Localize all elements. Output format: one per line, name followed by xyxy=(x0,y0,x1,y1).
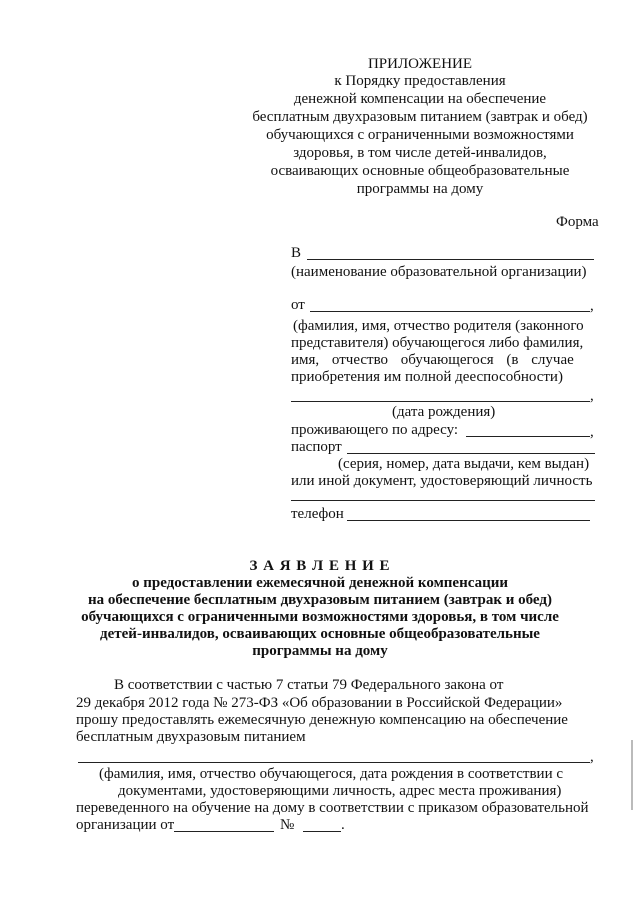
organization-caption: (наименование образовательной организации) xyxy=(291,264,587,280)
transfer-line: переведенного на обучение на дому в соответствии с приказом образовательной xyxy=(76,800,589,816)
body-line: 29 декабря 2012 года № 273-ФЗ «Об образовании в Российской Федерации» xyxy=(76,695,563,711)
organization-name-field[interactable] xyxy=(307,259,594,260)
comma: , xyxy=(590,298,594,314)
appendix-line: денежной компенсации на обеспечение xyxy=(293,91,547,107)
comma: , xyxy=(590,749,594,765)
appendix-line: бесплатным двухразовым питанием (завтрак и обед) xyxy=(252,109,588,125)
appendix-line: осваивающих основные общеобразовательные xyxy=(270,163,570,179)
statement-subtitle-line: программы на дому xyxy=(252,643,388,659)
statement-subtitle-line: обучающихся с ограниченными возможностями здоровья, в том числе xyxy=(81,609,559,625)
other-document-field[interactable] xyxy=(291,500,595,501)
other-document-label: или иной документ, удостоверяющий личность xyxy=(291,473,593,489)
phone-field[interactable] xyxy=(347,520,590,521)
statement-title: З А Я В Л Е Н И Е xyxy=(249,558,391,574)
student-caption: (фамилия, имя, отчество обучающегося, дата рождения в соответствии с xyxy=(99,766,564,782)
student-caption: документами, удостоверяющими личность, адрес места проживания) xyxy=(118,783,562,799)
from-prefix: от xyxy=(291,297,305,313)
birth-date-field[interactable] xyxy=(291,401,590,402)
address-field[interactable] xyxy=(466,436,590,437)
applicant-caption: представителя) обучающегося либо фамилия, xyxy=(291,335,584,351)
passport-label: паспорт xyxy=(291,439,342,455)
applicant-caption: имя, отчество обучающегося (в случае xyxy=(291,352,574,368)
passport-field[interactable] xyxy=(347,453,595,454)
order-end: . xyxy=(341,817,345,833)
order-number-sign: № xyxy=(280,817,295,833)
birth-date-caption: (дата рождения) xyxy=(392,404,496,420)
comma: , xyxy=(590,424,594,440)
order-prefix: организации от xyxy=(76,817,175,833)
applicant-name-field[interactable] xyxy=(310,311,590,312)
order-number-field[interactable] xyxy=(303,831,341,832)
form-label: Форма xyxy=(556,214,599,230)
appendix-line: программы на дому xyxy=(356,181,484,197)
passport-caption: (серия, номер, дата выдачи, кем выдан) xyxy=(338,456,590,472)
order-date-field[interactable] xyxy=(174,831,274,832)
appendix-line: здоровья, в том числе детей-инвалидов, xyxy=(293,145,547,161)
address-label: проживающего по адресу: xyxy=(291,422,459,438)
applicant-caption: (фамилия, имя, отчество родителя (законного xyxy=(293,318,584,334)
appendix-title: ПРИЛОЖЕНИЕ xyxy=(367,56,473,72)
student-details-field[interactable] xyxy=(78,762,590,763)
to-prefix: В xyxy=(291,245,302,261)
statement-subtitle-line: о предоставлении ежемесячной денежной компенсации xyxy=(131,575,508,591)
comma: , xyxy=(590,388,594,404)
scan-edge-mark xyxy=(631,740,633,810)
body-line: В соответствии с частью 7 статьи 79 Федерального закона от xyxy=(114,677,504,693)
body-line: бесплатным двухразовым питанием xyxy=(76,729,306,745)
appendix-line: обучающихся с ограниченными возможностями xyxy=(266,127,574,143)
applicant-caption: приобретения им полной дееспособности) xyxy=(291,369,563,385)
phone-label: телефон xyxy=(291,506,344,522)
statement-subtitle-line: детей-инвалидов, осваивающих основные общеобразовательные xyxy=(100,626,540,642)
appendix-line: к Порядку предоставления xyxy=(334,73,506,89)
statement-subtitle-line: на обеспечение бесплатным двухразовым питанием (завтрак и обед) xyxy=(88,592,552,608)
body-line: прошу предоставлять ежемесячную денежную компенсацию на обеспечение xyxy=(76,712,568,728)
